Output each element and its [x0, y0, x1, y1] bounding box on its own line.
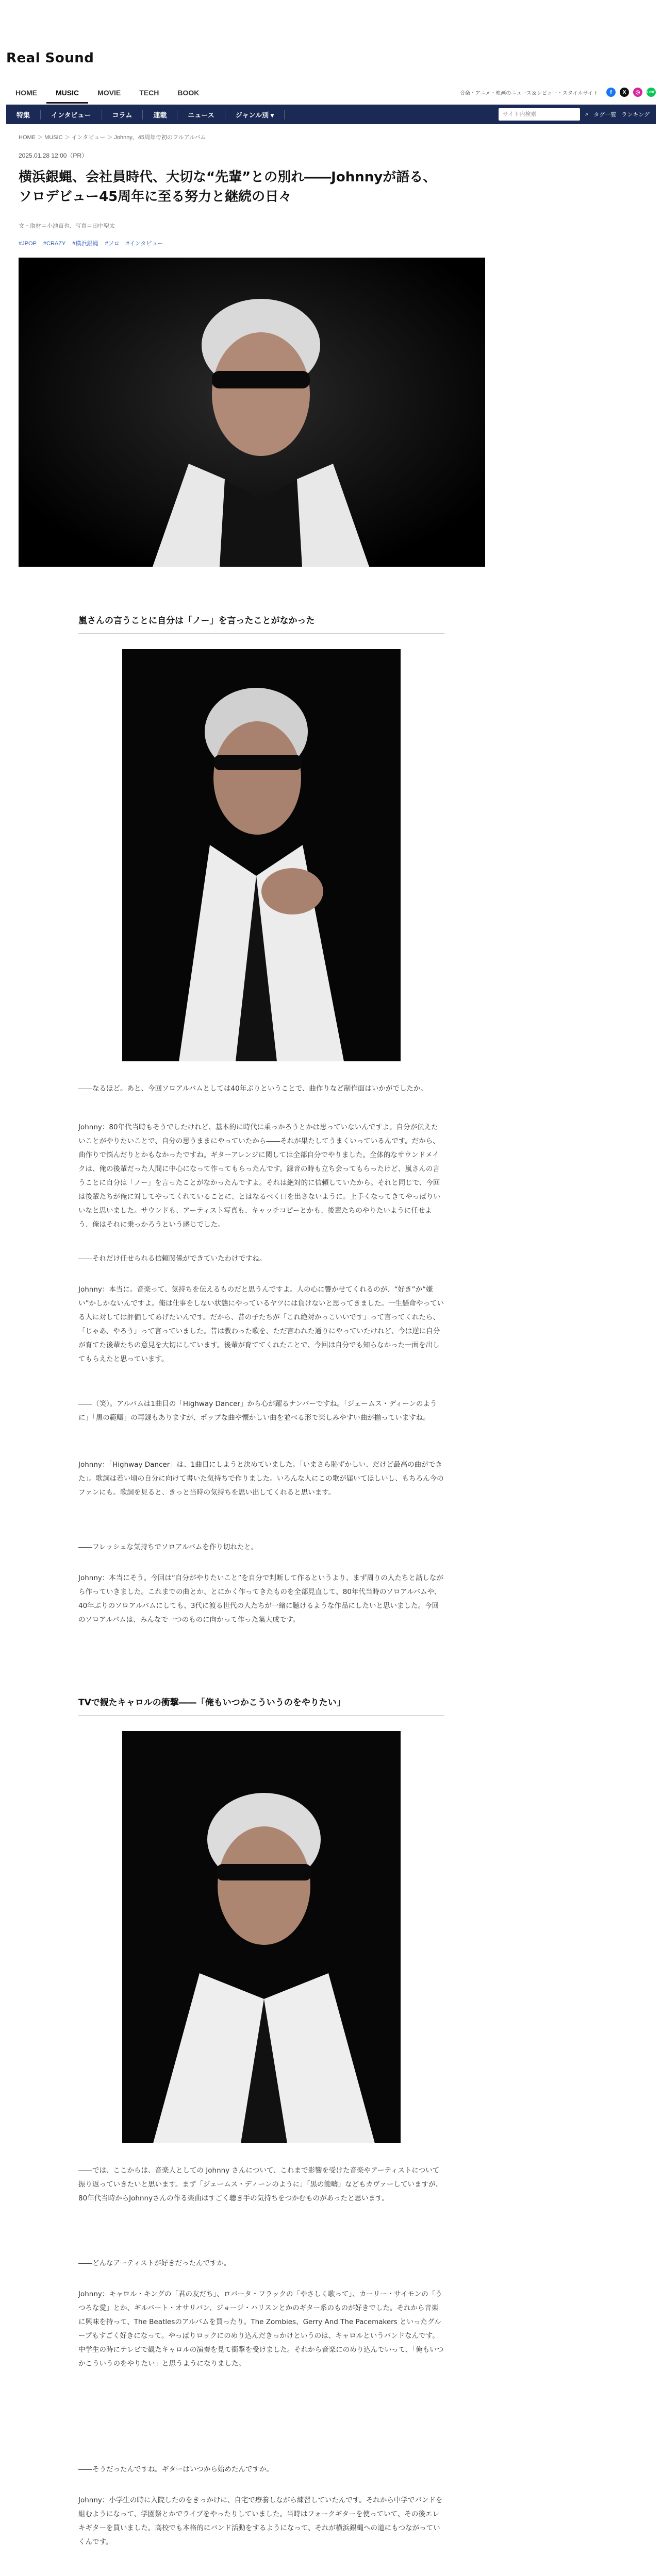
paragraph: Johnny：「Highway Dancer」は、1曲目にしようと決めていました。「いまさら恥ずかしい、だけど最高の曲ができた」。歌詞は若い頃の自分に向けて書いた気持ちで作りました。いろんな人にこの歌が届いてほしいし、もちろん今のファンにも。歌詞を見ると、きっと当時の気持ちを思い出してくれると思います。 [78, 1461, 444, 1497]
paragraph: Johnny：キャロル・キングの「君の友だち」、ロバータ・フラックの「やさしく歌って」、カーリー・サイモンの「うつろな愛」とか、ギルバート・オサリバン、ジョージ・ハリスンとかのギター系のものが好きでした。それから音楽に興味を持って、The Beatlesのアルバムを買ったり。The Zombies、Gerry And The Pacemakers といったグループもすごく好きになって。やっぱりロックにのめり込んだきっかけというのは、キャロルというバンドなんです。中学生の時にテレビで観たキャロルの演奏を見て衝撃を受けました。それから音楽にのめり込んでいって、「俺もいつかこういうのをやりたい」と思うようになりました。 [78, 2290, 444, 2368]
paragraph: ――（笑）。アルバムは1曲目の「Highway Dancer」から心が躍るナンバーですね。「ジェームス・ディーンのように」「黒の範疇」の再録もありますが、ポップな曲や懐かしい曲を並べる形で楽しみやすい曲が揃っていますね。 [78, 1400, 437, 1422]
search-area [499, 108, 656, 121]
subnav-news[interactable]: ニュース [177, 110, 225, 120]
subnav-genre[interactable]: ジャンル別 ▾ [225, 110, 285, 120]
header-tagline: 音楽・アニメ・映画のニュース＆レビュー・スタイルサイト [459, 90, 598, 96]
ranking-link[interactable]: ランキング [621, 112, 650, 118]
paragraph: ――フレッシュな気持ちでソロアルバムを作り切れたと。 [78, 1543, 258, 1551]
paragraph: Johnny：小学生の時に入院したのをきっかけに、自宅で療養しながら練習していたんです。それから中学でバンドを組むようになって、学園祭とかでライブをやったりしていました。当時はフォークギターを使っていて、その後エレキギターを買いました。高校でも本格的にバンド活動をするようになって、それが横浜銀蝿への道にもつながっていくんです。 [78, 2496, 443, 2546]
nav-book[interactable]: BOOK [177, 89, 200, 97]
breadcrumb[interactable]: HOME ＞ MUSIC ＞ インタビュー ＞ Johnny、45周年で初のフルアルバム [19, 134, 206, 141]
site-logo[interactable]: Real Sound [6, 50, 94, 66]
paragraph: Johnny：本当に。音楽って、気持ちを伝えるものだと思うんですよ。人の心に響かせてくれるのが、“好き”か“嫌い”かしかないんですよ。俺は仕事をしない状態にやっているヤツには負けないと思ってきました。一生懸命やっている人に対しては評価してあげたいんです。だから、昔の子たちが「これ絶対かっこいいです」って言ってくれたら、「じゃあ、やろう」って言っていました。昔は教わった歌を、ただ言われた通りにやっていたけれど、今は逆に自分が育てた後輩たちの意見を大切にしています。後輩が育ててくれたことで、今回は自分でも知らなかった一面を出してもらえたと思っています。 [78, 1285, 444, 1363]
subnav-series[interactable]: 連載 [143, 110, 177, 120]
paragraph: ――では、ここからは、音楽人としての Johnny さんについて、これまで影響を受けた音楽やアーティストについて振り返っていきたいと思います。まず「ジェームス・ディーンのように」「黒の範疇」などもカヴァーしていますが、80年代当時からJohnnyさんの作る楽曲はすごく聴き手の気持ちをつかむものがあったと思います。 [78, 2166, 442, 2202]
subnav-feature[interactable]: 特集 [6, 110, 41, 120]
tag[interactable]: #インタビュー [126, 241, 163, 247]
header-right [460, 88, 656, 97]
paragraph: ――なるほど。あと、今回ソロアルバムとしては40年ぶりということで、曲作りなど制作面はいかがでしたか。 [78, 1084, 427, 1093]
nav-home[interactable]: HOME [15, 89, 37, 97]
paragraph: Johnny：80年代当時もそうでしたけれど、基本的に時代に乗っかろうとかは思っていないんですよ。自分が伝えたいことがやりたいことで、自分の思うままにやっていたから――それが果たしてうまくいっているんです。だから、曲作りで悩んだりとかもなかったですね。ギターアレンジに関しては全部自分でやりました。全体的なサウンドメイクは、俺の後輩だった人間に中心になって作ってもらったんです。録音の時も立ち会ってもらったけど、嵐さんの言うことに自分は「ノー」を言ったことがなかったんですよ。それは絶対的に信頼していたから。それと同じで、今回は後輩たちが俺に対してやってくれていることに、とはなるべく口を出さないように。上手くなってきてやっぱりいいなと思いました。サウンドも、アーティスト写真も、キャッチコピーとかも、後輩たちのやりたいように任せよう、俺はそれに乗っかろうという感じでした。 [78, 1123, 440, 1229]
tag-list-link[interactable]: タグ一覧 [593, 112, 617, 118]
paragraph: ――それだけ任せられる信頼関係ができていたわけですね。 [78, 1255, 267, 1263]
subnav-column[interactable]: コラム [102, 110, 143, 120]
nav-music[interactable]: MUSIC [46, 87, 88, 104]
paragraph: Johnny：本当にそう。今回は“自分がやりたいこと”を自分で判断して作るというより、まず周りの人たちと話しながら作っていきました。これまでの曲とか、とにかく作ってきたものを全部見直して、80年代当時のソロアルバムや、40年ぶりのソロアルバムにしても、3代に渡る世代の人たちが一緒に聴けるような作品にしたいと思いました。今回のソロアルバムは、みんなで一つのものに向かって作った集大成です。 [78, 1574, 443, 1624]
subnav-interview[interactable]: インタビュー [41, 110, 102, 120]
article-tags [19, 239, 168, 247]
tag[interactable]: #JPOP [19, 241, 37, 247]
x-icon[interactable]: X [620, 88, 629, 97]
article-photo [122, 1731, 401, 2143]
nav-movie[interactable]: MOVIE [97, 89, 121, 97]
tag[interactable]: #CRAZY [43, 241, 66, 247]
article-photo [122, 649, 401, 1061]
search-input[interactable]: サイト内検索 [499, 108, 580, 121]
article-date: 2025.01.28 12:00（PR） [19, 152, 88, 159]
hero-photo [19, 258, 485, 567]
article-title: 横浜銀蝿、会社員時代、大切な“先輩”との別れ――Johnnyが語る、ソロデビュー45周年に至る努力と継続の日々 [19, 170, 437, 205]
tag[interactable]: #横浜銀蝿 [72, 241, 98, 247]
paragraph: ――そうだったんですね。ギターはいつから始めたんですか。 [78, 2465, 273, 2473]
article-author: 文・取材＝小池直也、写真＝田中聖太 [19, 223, 115, 229]
sub-nav-bar [6, 105, 656, 124]
facebook-icon[interactable]: f [606, 88, 616, 97]
section-heading: 嵐さんの言うことに自分は「ノー」を言ったことがなかった [78, 613, 444, 634]
paragraph: ――どんなアーティストが好きだったんですか。 [78, 2259, 231, 2267]
section-heading: TVで観たキャロルの衝撃――「俺もいつかこういうのをやりたい」 [78, 1695, 444, 1716]
line-icon[interactable]: LINE [647, 88, 656, 97]
search-icon[interactable]: ⌕ [585, 111, 589, 117]
tag[interactable]: #ソロ [105, 241, 120, 247]
instagram-icon[interactable]: ◎ [633, 88, 642, 97]
top-nav [6, 87, 208, 104]
nav-tech[interactable]: TECH [139, 89, 159, 97]
